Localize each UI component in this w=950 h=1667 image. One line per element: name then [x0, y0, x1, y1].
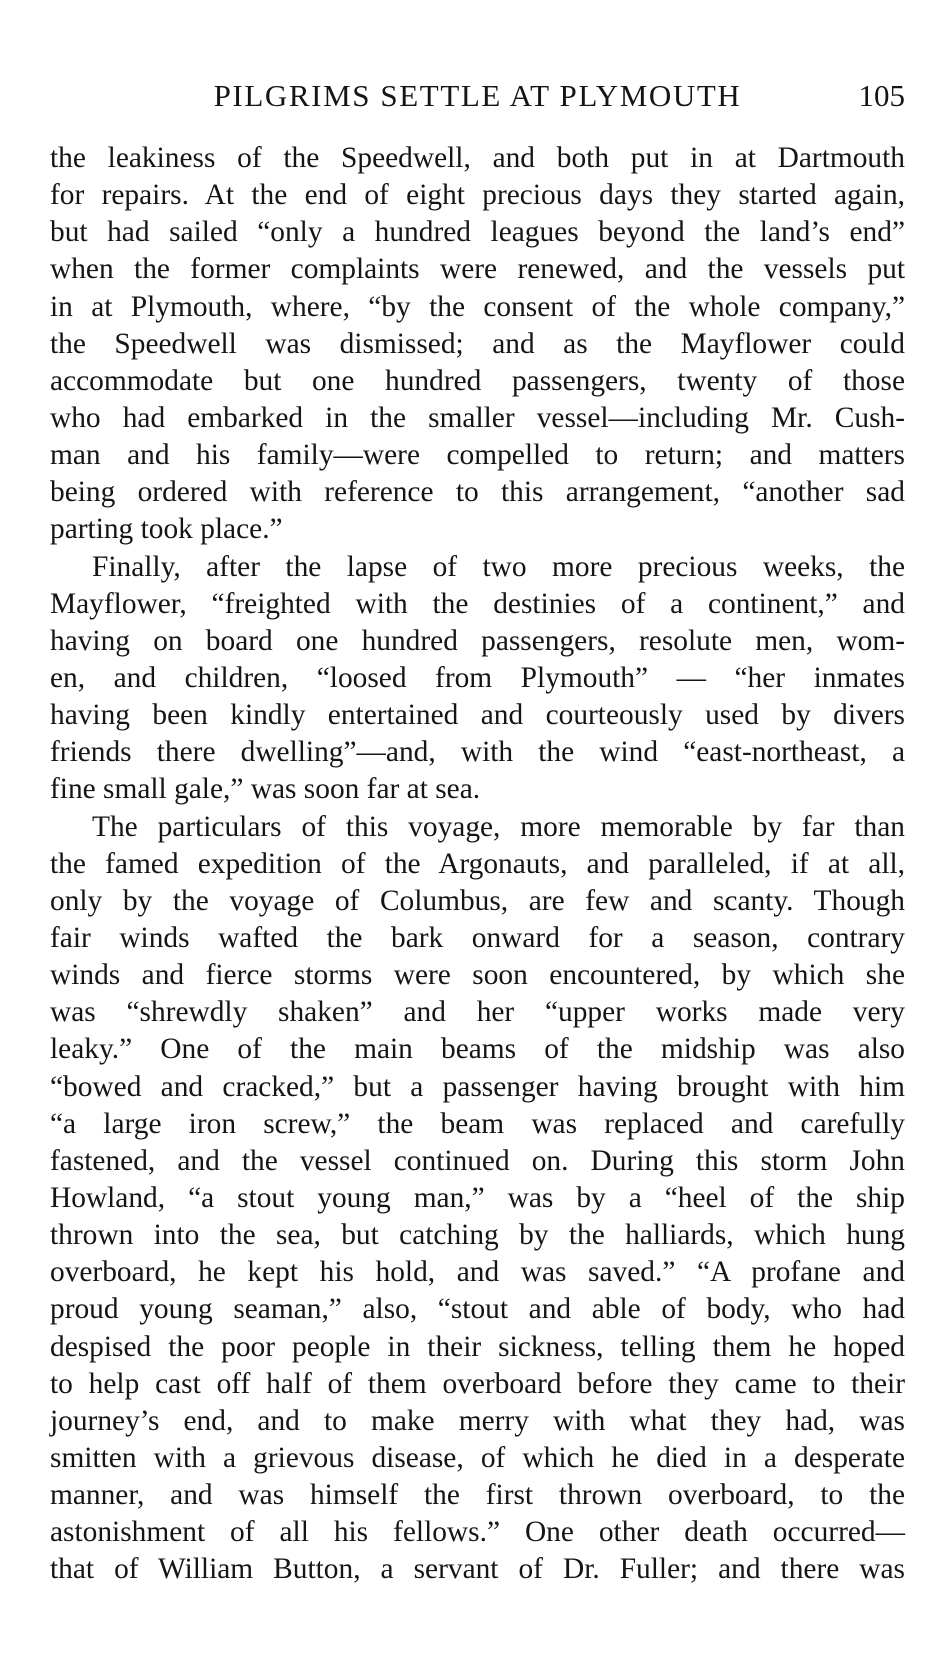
text-line: friends there dwelling”—and, with the wind “east-northeast, a: [50, 736, 905, 769]
text-line: fine small gale,” was soon far at sea.: [50, 773, 481, 806]
text-line: Finally, after the lapse of two more precious weeks, the: [92, 550, 905, 583]
text-line: astonishment of all his fellows.” One other death occurred—: [50, 1516, 905, 1549]
text-line: Mayflower, “freighted with the destinies of a continent,” and: [50, 587, 905, 620]
text-line: journey’s end, and to make merry with what they had, was: [50, 1404, 905, 1437]
text-line: fair winds wafted the bark onward for a season, contrary: [50, 921, 905, 954]
text-line: man and his family—were compelled to return; and matters: [50, 439, 905, 472]
text-line: for repairs. At the end of eight precious days they started again,: [50, 179, 905, 212]
paragraph: [50, 809, 905, 1589]
text-line: that of William Button, a servant of Dr. Fuller; and there was: [50, 1553, 905, 1586]
text-line: was “shrewdly shaken” and her “upper works made very: [50, 996, 905, 1029]
running-head: [50, 76, 905, 116]
text-line: only by the voyage of Columbus, are few and scanty. Though: [50, 884, 905, 917]
text-line: the Speedwell was dismissed; and as the Mayflower could: [50, 327, 905, 360]
text-line: en, and children, “loosed from Plymouth” — “her inmates: [50, 661, 905, 694]
text-line: leaky.” One of the main beams of the midship was also: [50, 1033, 905, 1066]
text-line: being ordered with reference to this arrangement, “another sad: [50, 476, 905, 509]
running-title: PILGRIMS SETTLE AT PLYMOUTH: [213, 78, 742, 113]
paragraph: [50, 549, 905, 809]
text-line: despised the poor people in their sickness, telling them he hoped: [50, 1330, 905, 1363]
page-number: 105: [858, 78, 905, 113]
text-line: “a large iron screw,” the beam was replaced and carefully: [50, 1107, 905, 1140]
text-line: winds and fierce storms were soon encountered, by which she: [50, 959, 905, 992]
text-line: but had sailed “only a hundred leagues beyond the land’s end”: [50, 216, 905, 249]
text-line: proud young seaman,” also, “stout and able of body, who had: [50, 1293, 905, 1326]
text-line: accommodate but one hundred passengers, twenty of those: [50, 364, 905, 397]
text-line: “bowed and cracked,” but a passenger having brought with him: [50, 1070, 905, 1103]
text-line: overboard, he kept his hold, and was saved.” “A profane and: [50, 1256, 905, 1289]
text-line: to help cast off half of them overboard before they came to their: [50, 1367, 905, 1400]
text-line: in at Plymouth, where, “by the consent of the whole company,”: [50, 290, 905, 323]
text-line: manner, and was himself the first thrown overboard, to the: [50, 1479, 905, 1512]
body-text: [50, 140, 905, 1588]
text-line: having been kindly entertained and courteously used by divers: [50, 699, 905, 732]
text-line: having on board one hundred passengers, resolute men, wom-: [50, 624, 905, 657]
text-line: parting took place.”: [50, 513, 283, 546]
text-line: thrown into the sea, but catching by the halliards, which hung: [50, 1219, 905, 1252]
text-line: Howland, “a stout young man,” was by a “heel of the ship: [50, 1181, 905, 1214]
text-line: The particulars of this voyage, more memorable by far than: [92, 810, 905, 843]
paragraph: [50, 140, 905, 549]
text-line: fastened, and the vessel continued on. During this storm John: [50, 1144, 905, 1177]
text-line: the famed expedition of the Argonauts, and paralleled, if at all,: [50, 847, 905, 880]
text-line: the leakiness of the Speedwell, and both put in at Dartmouth: [50, 142, 905, 174]
text-line: when the former complaints were renewed, and the vessels put: [50, 253, 905, 286]
text-line: who had embarked in the smaller vessel—including Mr. Cush-: [50, 401, 905, 434]
text-line: smitten with a grievous disease, of which he died in a desperate: [50, 1441, 905, 1474]
